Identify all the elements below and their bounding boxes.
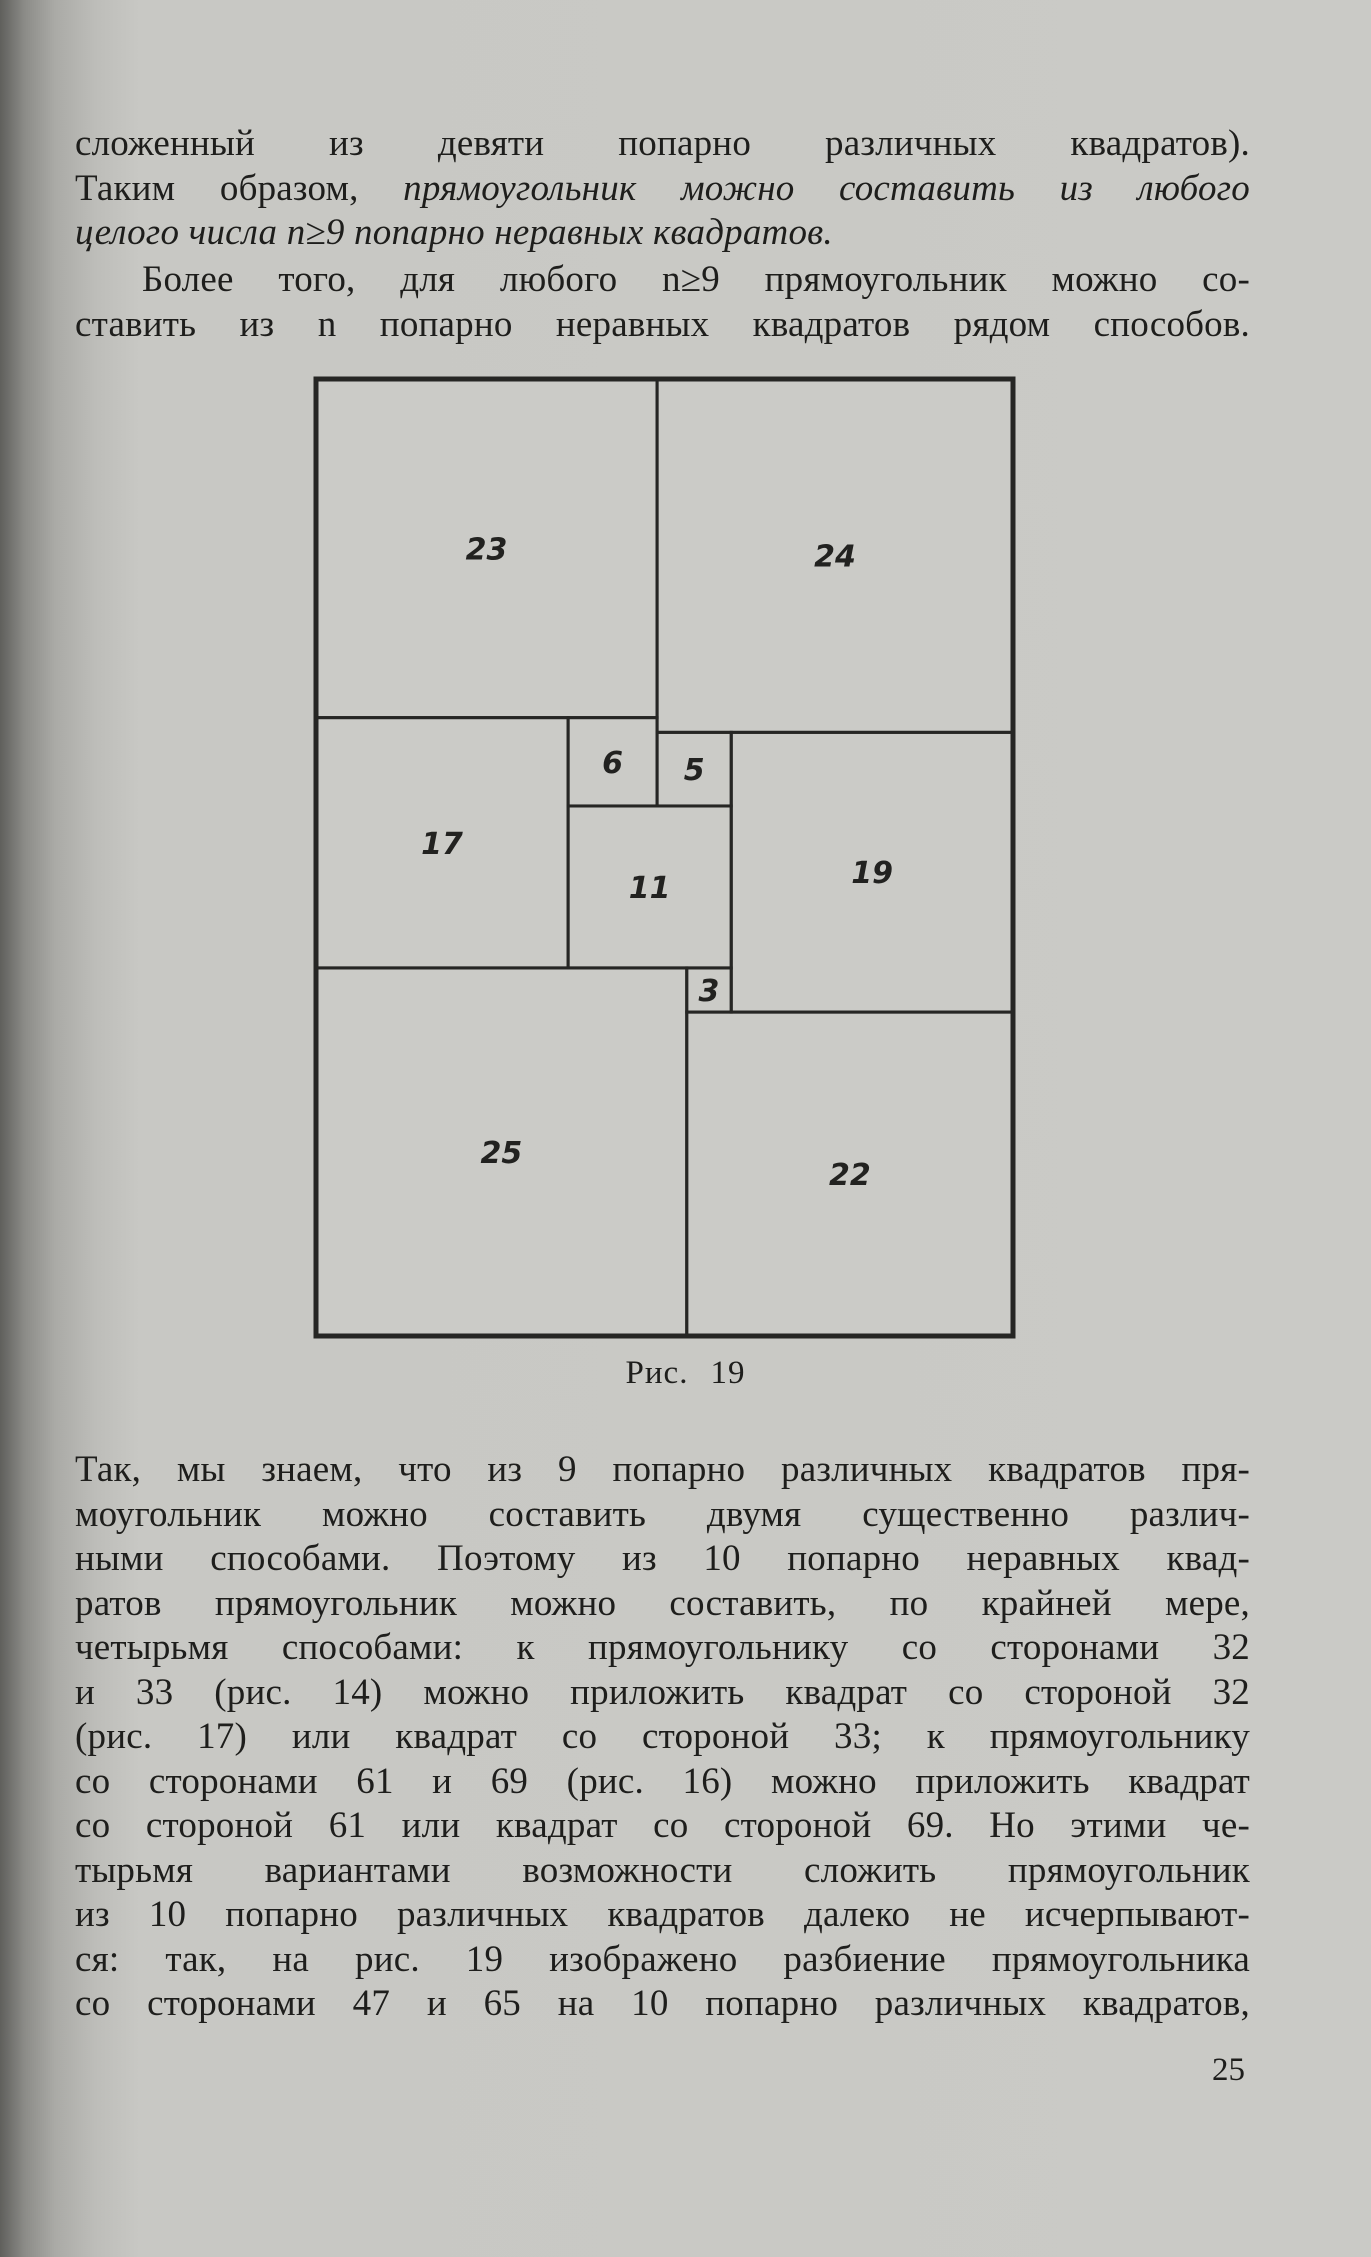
- text-line: Так, мы знаем, что из 9 попарно различных квадратов пря-: [75, 1449, 1250, 1490]
- italic-statement: целого числа n≥9 попарно неравных квадратов.: [75, 212, 833, 253]
- paragraph-3: [75, 1448, 1250, 2027]
- text-line: ставить из n попарно неравных квадратов рядом способов.: [75, 303, 1250, 345]
- paragraph-1: [75, 122, 1250, 256]
- text-line: ными способами. Поэтому из 10 попарно неравных квад-: [75, 1538, 1250, 1579]
- text-line: тырьмя вариантами возможности сложить прямоугольник: [75, 1849, 1250, 1891]
- figure-drawing: [312, 375, 1017, 1340]
- square-label-19: 19: [851, 856, 893, 892]
- text-line: (рис. 17) или квадрат со стороной 33; к прямоугольнику: [75, 1716, 1250, 1757]
- text-line: ратов прямоугольник можно составить, по крайней мере,: [75, 1582, 1250, 1624]
- text-line: из 10 попарно различных квадратов далеко не исчерпывают-: [75, 1894, 1250, 1935]
- text-line: со сторонами 47 и 65 на 10 попарно различных квадратов,: [75, 1983, 1250, 2024]
- square-label-22: 22: [828, 1158, 871, 1194]
- square-label-17: 17: [421, 826, 463, 862]
- text-line: четырьмя способами: к прямоугольнику со сторонами 32: [75, 1627, 1250, 1668]
- text-line: [75, 167, 1250, 212]
- squared-rectangle-figure: [312, 375, 1017, 1340]
- caption-prefix: Рис.: [625, 1355, 689, 1391]
- text-line: ся: так, на рис. 19 изображено разбиение прямоугольника: [75, 1938, 1250, 1980]
- text-line: со стороной 61 или квадрат со стороной 69. Но этими че-: [75, 1805, 1250, 1846]
- square-label-24: 24: [814, 539, 856, 575]
- text-line: и 33 (рис. 14) можно приложить квадрат со стороной 32: [75, 1671, 1250, 1713]
- text-line: сложенный из девяти попарно различных квадратов).: [75, 123, 1250, 164]
- text-line: со сторонами 61 и 69 (рис. 16) можно приложить квадрат: [75, 1760, 1250, 1802]
- square-label-6: 6: [602, 745, 624, 781]
- page-number: 25: [1212, 2052, 1245, 2088]
- text-line: моугольник можно составить двумя существенно различ-: [75, 1493, 1250, 1535]
- square-label-5: 5: [683, 753, 705, 789]
- square-label-3: 3: [698, 974, 720, 1010]
- square-label-11: 11: [628, 870, 671, 906]
- text-line: Более того, для любого n≥9 прямоугольник можно со-: [142, 259, 1250, 300]
- italic-statement: прямоугольник можно составить из любого: [403, 167, 1251, 209]
- caption-number: 19: [710, 1355, 746, 1391]
- square-label-25: 25: [480, 1135, 523, 1171]
- text-segment: Таким образом,: [75, 167, 404, 209]
- square-label-23: 23: [465, 532, 508, 568]
- paragraph-2: [75, 258, 1250, 347]
- figure-caption: [0, 1355, 1371, 1392]
